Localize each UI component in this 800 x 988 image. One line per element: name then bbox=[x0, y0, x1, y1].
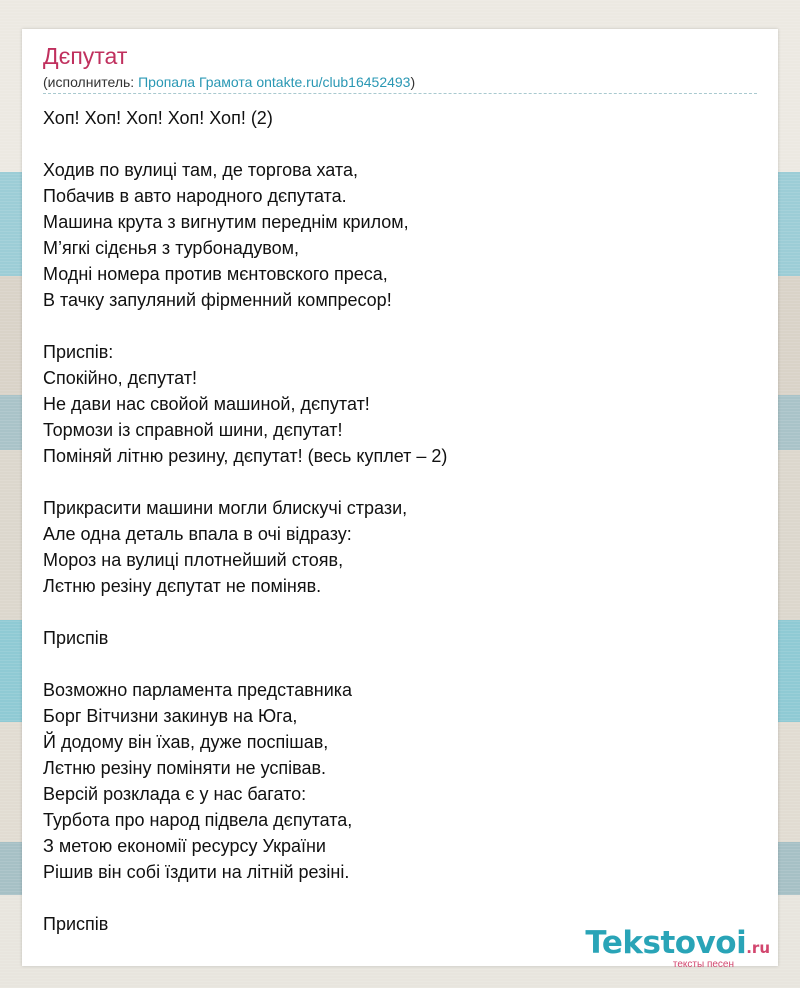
lyrics-line: Але одна деталь впала в очі відразу: bbox=[43, 524, 352, 544]
lyrics-line: Модні номера против мєнтовского преса, bbox=[43, 264, 388, 284]
lyrics-line: Не дави нас свойой машиной, дєпутат! bbox=[43, 394, 370, 414]
lyrics-line: Поміняй літню резину, дєпутат! (весь куплет – 2) bbox=[43, 446, 448, 466]
lyrics-line: Спокійно, дєпутат! bbox=[43, 368, 197, 388]
artist-suffix: ) bbox=[410, 74, 416, 90]
lyrics-line: Приспів: bbox=[43, 342, 114, 362]
lyrics-line: Машина крута з вигнутим переднім крилом, bbox=[43, 212, 409, 232]
lyrics-blank-line bbox=[43, 599, 757, 625]
artist-prefix: (исполнитель: bbox=[43, 74, 139, 90]
lyrics-line: Мороз на вулиці плотнейший стояв, bbox=[43, 550, 344, 570]
site-logo[interactable] bbox=[585, 925, 770, 970]
lyrics-line: Лєтню резіну дєпутат не поміняв. bbox=[43, 576, 322, 596]
lyrics-line: Ходив по вулиці там, де торгова хата, bbox=[43, 160, 358, 180]
lyrics-blank-line bbox=[43, 469, 757, 495]
lyrics-text bbox=[43, 105, 757, 937]
lyrics-line: З метою економії ресурсу України bbox=[43, 836, 326, 856]
artist-link[interactable]: Пропала Грамота ontakte.ru/club16452493 bbox=[138, 74, 411, 90]
lyrics-line: Приспів bbox=[43, 914, 109, 934]
lyrics-line: Турбота про народ підвела дєпутата, bbox=[43, 810, 353, 830]
lyrics-line: Й додому він їхав, дуже поспішав, bbox=[43, 732, 329, 752]
lyrics-line: Рішив він собі їздити на літній резіні. bbox=[43, 862, 350, 882]
logo-name: Tekstovoi bbox=[585, 925, 747, 961]
song-title: Дєпутат bbox=[43, 43, 128, 69]
lyrics-blank-line bbox=[43, 651, 757, 677]
lyrics-line: Лєтню резіну поміняти не успівав. bbox=[43, 758, 327, 778]
artist-line bbox=[43, 73, 757, 94]
lyrics-blank-line bbox=[43, 313, 757, 339]
logo-tld: .ru bbox=[746, 939, 770, 957]
lyrics-line: Хоп! Хоп! Хоп! Хоп! Хоп! (2) bbox=[43, 108, 273, 128]
lyrics-line: Прикрасити машини могли блискучі стрази, bbox=[43, 498, 408, 518]
lyrics-line: Возможно парламента представника bbox=[43, 680, 353, 700]
lyrics-line: Приспів bbox=[43, 628, 109, 648]
lyrics-line: Борг Вітчизни закинув на Юга, bbox=[43, 706, 298, 726]
lyrics-line: Тормози із справной шини, дєпутат! bbox=[43, 420, 343, 440]
lyrics-line: В тачку запуляний фірменний компресор! bbox=[43, 290, 392, 310]
lyrics-blank-line bbox=[43, 131, 757, 157]
logo-tagline: тексты песен bbox=[672, 959, 734, 970]
lyrics-line: М’ягкі сідєнья з турбонадувом, bbox=[43, 238, 299, 258]
lyrics-line: Побачив в авто народного дєпутата. bbox=[43, 186, 347, 206]
lyrics-blank-line bbox=[43, 885, 757, 911]
lyrics-line: Версій розклада є у нас багато: bbox=[43, 784, 307, 804]
lyrics-card bbox=[22, 29, 778, 970]
